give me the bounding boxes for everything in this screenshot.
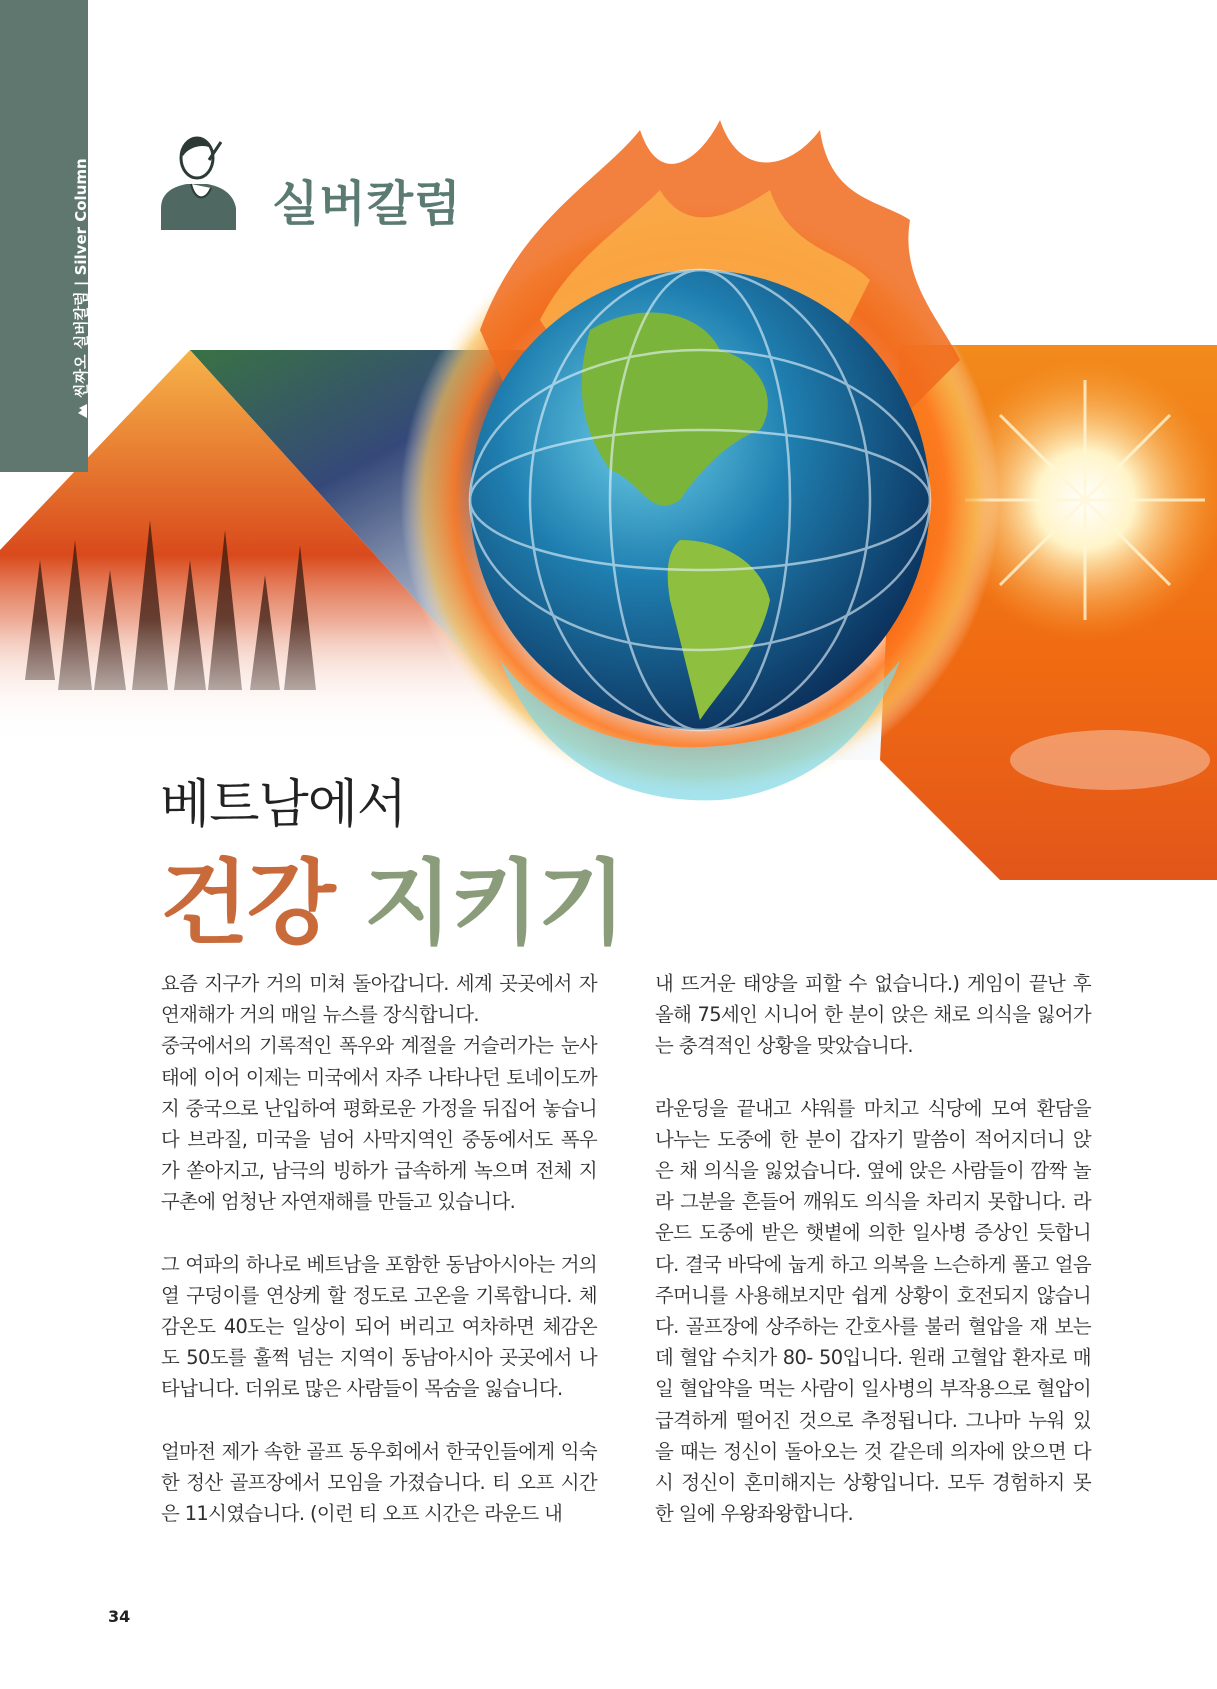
paragraph: 요즘 지구가 거의 미쳐 돌아갑니다. 세계 곳곳에서 자연재해가 거의 매일 뉴스를 장식합니다. [161, 972, 597, 1027]
column-title: 실버칼럼 [272, 176, 462, 232]
side-label-text: 씬짜오 실버칼럼 | Silver Column [72, 158, 90, 398]
body-column-right [655, 968, 1091, 1529]
globe-icon [400, 120, 1000, 800]
page-number: 34 [108, 1607, 131, 1626]
paragraph: 그 여파의 하나로 베트남을 포함한 동남아시아는 거의 열 구덩이를 연상케 할 정도로 고온을 기록합니다. 체감온도 40도는 일상이 되어 버리고 여차하면 체감온도 50도를 훌쩍 넘는 지역이 동남아시아 곳곳에서 나타납니다. 더위로 많은 사람들이 목숨을 잃습니다. [161, 1252, 597, 1401]
mountain-icon [75, 404, 87, 418]
paragraph: 라운딩을 끝내고 샤워를 마치고 식당에 모여 환담을 나누는 도중에 한 분이 갑자기 말씀이 적어지더니 앉은 채 의식을 잃었습니다. 옆에 앉은 사람들이 깜짝 놀라 그분을 흔들어 깨워도 의식을 차리지 못합니다. 라운드 도중에 받은 햇볕에 의한 일사병 증상인 듯합니다. 결국 바닥에 눕게 하고 의복을 느슨하게 풀고 얼음 주머니를 사용해보지만 쉽게 상황이 호전되지 않습니다. 골프장에 상주하는 간호사를 불러 혈압을 재 보는데 혈압 수치가 80- 50입니다. 원래 고혈압 환자로 매일 혈압약을 먹는 사람이 일사병의 부작용으로 혈압이 급격하게 떨어진 것으로 추정됩니다. 그나마 누워 있을 때는 정신이 돌아오는 것 같은데 의자에 앉으면 다시 정신이 혼미해지는 상황입니다. 모두 경험하지 못한 일에 우왕좌왕합니다. [655, 1096, 1091, 1526]
article-title [160, 830, 624, 962]
body-column-left [161, 968, 597, 1529]
thinking-man-icon [161, 130, 236, 230]
article-title-part2: 지키기 [363, 850, 625, 957]
paragraph: 내 뜨거운 태양을 피할 수 없습니다.) 게임이 끝난 후 올해 75세인 시니어 한 분이 앉은 채로 의식을 잃어가는 충격적인 상황을 맞았습니다. [655, 972, 1091, 1058]
side-label [70, 158, 91, 418]
paragraph: 중국에서의 기록적인 폭우와 계절을 거슬러가는 눈사태에 이어 이제는 미국에서 자주 나타나던 토네이도까지 중국으로 난입하여 평화로운 가정을 뒤집어 놓습니다 브라질, 미국을 넘어 사막지역인 중동에서도 폭우가 쏟아지고, 남극의 빙하가 급속하게 녹으며 전체 지구촌에 엄청난 자연재해를 만들고 있습니다. [161, 1034, 597, 1214]
paragraph: 얼마전 제가 속한 골프 동우회에서 한국인들에게 익숙한 정산 골프장에서 모임을 가졌습니다. 티 오프 시간은 11시였습니다. (이런 티 오프 시간은 라운드 내 [161, 1439, 597, 1526]
article-subtitle: 베트남에서 [160, 775, 407, 835]
article-title-part1: 건강 [160, 850, 364, 957]
